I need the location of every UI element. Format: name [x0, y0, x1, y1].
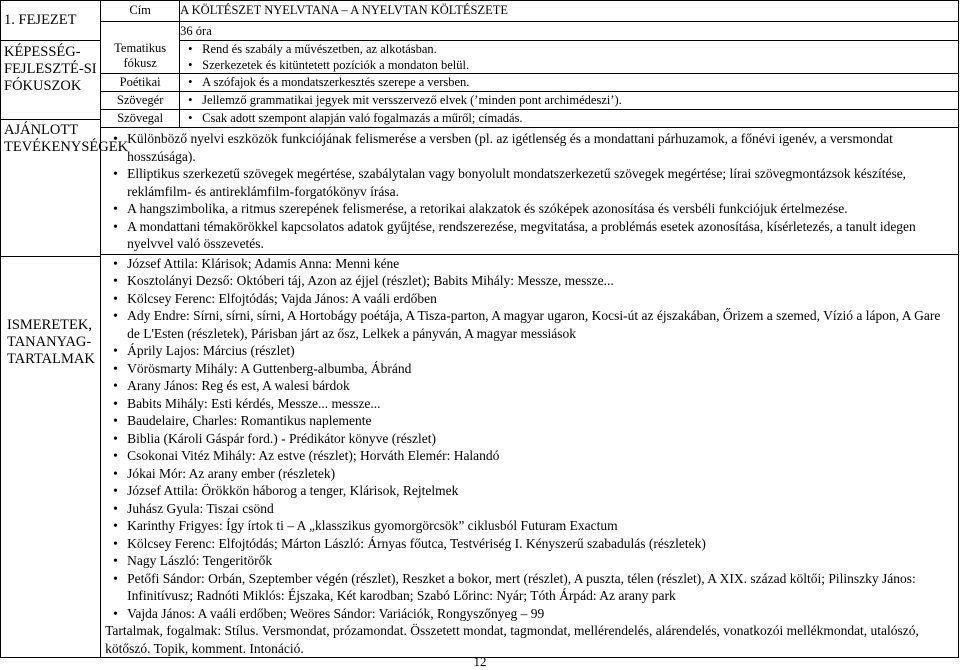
activity-item: • Elliptikus szerkezetű szövegek megértése, szabálytalan vagy bonyolult mondatszerkezetű szövegek megértése; lírai szövegmontázsok készítése, reklámfilm- és antireklámfilm-forgatókönyv írása. — [105, 165, 954, 200]
knowledge-item: • Baudelaire, Charles: Romantikus naplemente — [105, 412, 954, 430]
list-item: • Szerkezetek és kitüntetett pozíciók a mondaton belül. — [180, 57, 958, 73]
knowledge-item: • Biblia (Károli Gáspár ford.) - Prédikátor könyve (részlet) — [105, 430, 954, 448]
knowledge-item: • Áprily Lajos: Március (részlet) — [105, 342, 954, 360]
knowledge-item: • Kosztolányi Dezső: Októberi táj, Azon az éjjel (részlet); Babits Mihály: Messze, messze... — [105, 272, 954, 290]
list-item: • Jellemző grammatikai jegyek mit versszervező elvek (’minden pont archimédeszi’). — [180, 92, 958, 109]
knowledge-item: • Karinthy Frigyes: Így írtok ti – A „klasszikus gyomorgörcsök” ciklusból Futuram Exactum — [105, 517, 954, 535]
knowledge-item: • Petőfi Sándor: Orbán, Szeptember végén (részlet), Reszket a bokor, mert (részlet), A puszta, télen (részlet), A XIX. század költői; Pilinszky János: Infinitívusz; Radnóti Miklós: Éjszaka, Két karodban; Szabó Lőrinc: Nyár; Tóth Árpád: Az arany park — [105, 570, 954, 605]
section-title: 1. FEJEZET — [1, 1, 100, 41]
knowledge-item: • Vajda János: A vaáli erdőben; Weöres Sándor: Variációk, Rongyszőnyeg – 99 — [105, 605, 954, 623]
content-cell — [101, 128, 959, 658]
knowledge-item: • Juhász Gyula: Tiszai csönd — [105, 500, 954, 518]
chapter-title: A KÖLTÉSZET NYELVTANA – A NYELVTAN KÖLTÉSZETE — [180, 1, 959, 22]
knowledge-item: • Kölcsey Ferenc: Elfojtódás; Márton László: Árnyas főutca, Testvériség I. Kényszerű szabadulás (részletek) — [105, 535, 954, 553]
activity-item: • A hangszimbolika, a ritmus szerepének felismerése, a retorikai alakzatok és szóképek azonosítása és versbéli funkciójuk értelmezése. — [105, 200, 954, 218]
row-label-thematic: Tematikus fókusz — [101, 41, 180, 74]
hours: 36 óra — [180, 22, 959, 41]
left-header-cell — [1, 1, 129, 658]
row-label-poetic: Poétikai — [101, 74, 180, 92]
knowledge-item: • Arany János: Reg és est, A walesi bárdok — [105, 377, 954, 395]
knowledge-item: • József Attila: Klárisok; Adamis Anna: Menni kéne — [105, 255, 954, 273]
activity-item: • Különböző nyelvi eszközök funkciójának felismerése a versben (pl. az igétlenség és a mondattani párhuzamok, a főnévi igenév, a versmondat hosszúsága). — [105, 130, 954, 165]
activities-label: AJÁNLOTT TEVÉKENYSÉGEK — [1, 120, 100, 257]
knowledge-item: • Ady Endre: Sírni, sírni, sírni, A Hortobágy poétája, A Tisza-parton, A magyar ugaron, Kocsi-út az éjszakában, Őrizem a szemed, Vízió a lápon, A Gare de L'Esten (részletek), Párisban járt az ősz, Lelkek a pányván, A magyar messiások — [105, 307, 954, 342]
knowledge-item: • Jókai Mór: Az arany ember (részletek) — [105, 465, 954, 483]
creation-cell — [180, 110, 959, 128]
knowledge-item: • Vörösmarty Mihály: A Guttenberg-albumba, Ábránd — [105, 360, 954, 378]
knowledge-item: • József Attila: Örökkön háborog a tenger, Klárisok, Rejtelmek — [105, 482, 954, 500]
list-item: • A szófajok és a mondatszerkesztés szerepe a versben. — [180, 74, 958, 91]
page-number: 12 — [473, 654, 487, 669]
knowledge-item: • Nagy László: Tengeritörők — [105, 552, 954, 570]
concepts-text: Tartalmak, fogalmak: Stílus. Versmondat, prózamondat. Összetett mondat, tagmondat, mellérendelés, alárendelés, vonatkozói mellékmondat, utalószó, kötőszó. Topik, komment. Intonáció. — [105, 623, 919, 656]
list-item: • Csak adott szempont alapján való fogalmazás a műről; címadás. — [180, 110, 958, 127]
row-label-creation: Szövegal — [101, 110, 180, 128]
knowledge-item: • Csokonai Vitéz Mihály: Az estve (részlet); Horváth Elemér: Halandó — [105, 447, 954, 465]
row-label-cim: Cím — [101, 1, 180, 22]
knowledge-item: • Babits Mihály: Esti kérdés, Messze... messze... — [105, 395, 954, 413]
knowledge-item: • Kölcsey Ferenc: Elfojtódás; Vajda János: A vaáli erdőben — [105, 290, 954, 308]
activity-item: • A mondattani témakörökkel kapcsolatos adatok gyűjtése, rendszerezése, megvitatása, a problémás esetek azonosítása, kísérletezés, a tanult idegen nyelvvel való összevetés. — [105, 218, 954, 253]
poetic-cell — [180, 74, 959, 92]
knowledge-label: ISMERETEK, TANANYAG-TARTALMAK — [7, 317, 95, 367]
comprehension-cell — [180, 92, 959, 110]
list-item: • Rend és szabály a művészetben, az alkotásban. — [180, 41, 958, 57]
row-label-comprehension: Szövegér — [101, 92, 180, 110]
focus-label: KÉPESSÉG-FEJLESZTÉ-SI FÓKUSZOK — [1, 41, 100, 120]
thematic-list-cell — [180, 41, 959, 74]
